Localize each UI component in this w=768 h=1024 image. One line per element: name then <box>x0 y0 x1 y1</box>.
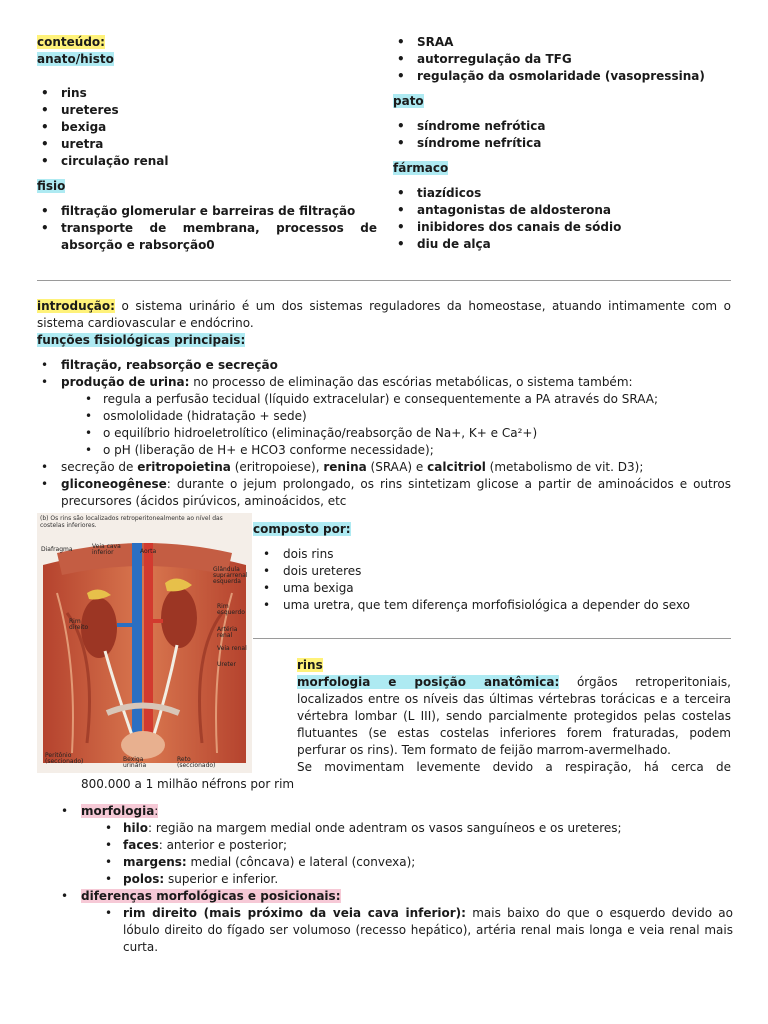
list-item: • uretra <box>37 136 377 153</box>
sublist-item <box>103 837 733 854</box>
rins-morfologia-text: órgãos retroperitoniais, localizados entre os níveis das últimas vértebras torácicas e a terceira vértebra lombar (L III), sendo parcialmente protegidos pelas costelas flutuantes (se estas costelas inferiores forem fraturadas, podem perfurar os rins). Tem formato de feijão marrom-avermelhado. <box>297 675 731 757</box>
diferencas-heading: diferenças morfológicas e posicionais: <box>81 889 341 903</box>
list-item <box>37 459 731 476</box>
funcoes-list <box>37 357 731 510</box>
sublist-item: • osmololidade (hidratação + sede) <box>83 408 731 425</box>
intro-text: o sistema urinário é um dos sistemas reguladores da homeostase, atuando intimamente com o sistema cardiovascular e endócrino. <box>37 299 731 330</box>
rins-heading: rins <box>297 658 323 672</box>
urine-sublist <box>83 391 731 459</box>
item-label: produção de urina: <box>61 375 190 389</box>
item-text: secreção de <box>61 460 138 474</box>
sublist-item: • o pH (liberação de H+ e HCO3 conforme necessidade); <box>83 442 731 459</box>
composto-heading: composto por: <box>253 522 351 536</box>
list-item: • autorregulação da TFG <box>393 51 733 68</box>
farmaco-list <box>393 185 733 253</box>
rins-morfologia-label: morfologia e posição anatômica: <box>297 675 560 689</box>
fisio-continued-list <box>393 34 733 85</box>
item-label: polos: <box>123 872 165 886</box>
diferencas-sublist <box>103 905 733 956</box>
rins-morfologia-paragraph <box>297 674 731 759</box>
morfologia-list <box>57 803 733 956</box>
label-reto: Reto (seccionado) <box>177 756 216 769</box>
list-item: • uma uretra, que tem diferença morfofisiológica a depender do sexo <box>259 597 733 614</box>
section-divider <box>37 280 731 281</box>
item-text: filtração, reabsorção e secreção <box>61 358 278 372</box>
list-item: • dois rins <box>259 546 733 563</box>
list-item: • dois ureteres <box>259 563 733 580</box>
label-diafragma: Diafragma <box>41 546 73 553</box>
list-item: • ureteres <box>37 102 377 119</box>
list-item: • rins <box>37 85 377 102</box>
composto-section <box>253 521 733 614</box>
item-text: (SRAA) e <box>366 460 428 474</box>
list-item: • bexiga <box>37 119 377 136</box>
item-label: rim direito (mais próximo da veia cava inferior): <box>123 906 466 920</box>
pato-heading: pato <box>393 94 424 108</box>
morfologia-section <box>57 803 733 956</box>
pato-list <box>393 118 733 152</box>
label-veia-renal: Veia renal <box>217 645 247 652</box>
kidney-anatomy-figure <box>37 513 252 773</box>
item-label: hilo <box>123 821 149 835</box>
item-text: no processo de eliminação das escórias metabólicas, o sistema também: <box>189 375 633 389</box>
section-divider <box>253 638 731 639</box>
list-item: • regulação da osmolaridade (vasopressina) <box>393 68 733 85</box>
list-item: • filtração glomerular e barreiras de filtração <box>37 203 377 220</box>
list-item <box>57 888 733 956</box>
list-item <box>57 803 733 888</box>
label-ureter: Ureter <box>217 661 236 668</box>
sublist-item: • regula a perfusão tecidual (líquido extracelular) e consequentemente a PA através do SRAA; <box>83 391 731 408</box>
item-text: : anterior e posterior; <box>158 838 288 852</box>
item-text: renina <box>323 460 367 474</box>
figure-caption: (b) Os rins são localizados retroperitonealmente ao nível das costelas inferiores. <box>40 515 223 529</box>
item-text: : durante o jejum prolongado, os rins sintetizam glicose a partir de aminoácidos e outros precursores (ácidos pirúvicos, aminoácidos, etc <box>61 477 731 508</box>
nefrons-text: 800.000 a 1 milhão néfrons por rim <box>81 777 295 791</box>
sublist-item <box>103 854 733 871</box>
list-item <box>37 357 731 374</box>
label-glandula: Glândula suprarrenal esquerda <box>213 566 248 585</box>
list-item: • síndrome nefrítica <box>393 135 733 152</box>
label-bexiga: Bexiga urinária <box>123 756 147 769</box>
item-text: mais baixo do que o esquerdo devido ao lóbulo direito do fígado ser volumoso (recesso hepático), artéria renal mais longa e veia renal mais curta. <box>123 906 734 954</box>
sublist-item <box>103 905 733 956</box>
list-item: • tiazídicos <box>393 185 733 202</box>
composto-list <box>259 546 733 614</box>
list-item: • transporte de membrana, processos de absorção e rabsorção0 <box>37 220 377 254</box>
list-item: • inibidores dos canais de sódio <box>393 219 733 236</box>
label-peritonio: Peritônio (seccionado) <box>45 752 84 765</box>
contents-left-column <box>37 34 377 254</box>
list-item: • síndrome nefrótica <box>393 118 733 135</box>
list-item <box>37 374 731 459</box>
intro-section <box>37 298 731 510</box>
item-text: eritropoietina <box>137 460 231 474</box>
fisio-heading: fisio <box>37 179 66 193</box>
label-rim-direito: Rim direito <box>69 618 89 631</box>
anato-list <box>37 85 377 170</box>
sublist-item: • o equilíbrio hidroeletrolítico (eliminação/reabsorção de Na+, K+ e Ca²+) <box>83 425 731 442</box>
item-label: faces <box>123 838 159 852</box>
item-text: (eritropoiese), <box>230 460 324 474</box>
item-text: superior e inferior. <box>164 872 279 886</box>
label-veia-cava: Veia cava inferior <box>92 543 121 556</box>
funcoes-heading: funções fisiológicas principais: <box>37 333 246 347</box>
label-arteria-renal: Artéria renal <box>217 626 238 639</box>
list-item: • uma bexiga <box>259 580 733 597</box>
sublist-item <box>103 871 733 888</box>
morfologia-heading: morfologia <box>81 804 155 818</box>
intro-paragraph <box>37 298 731 332</box>
contents-right-column <box>393 34 733 253</box>
fisio-list <box>37 203 377 254</box>
list-item: • SRAA <box>393 34 733 51</box>
item-label: gliconeogênese <box>61 477 167 491</box>
list-item: • antagonistas de aldosterona <box>393 202 733 219</box>
intro-label: introdução: <box>37 299 115 313</box>
rins-section <box>297 657 731 776</box>
list-item: • diu de alça <box>393 236 733 253</box>
anato-heading: anato/histo <box>37 52 114 66</box>
item-label: margens: <box>123 855 187 869</box>
label-rim-esquerdo: Rim esquerdo <box>217 603 245 616</box>
sublist-item <box>103 820 733 837</box>
morfologia-colon: : <box>154 804 159 818</box>
list-item: • circulação renal <box>37 153 377 170</box>
farmaco-heading: fármaco <box>393 161 449 175</box>
item-text: : região na margem medial onde adentram os vasos sanguíneos e os ureteres; <box>148 821 622 835</box>
item-text: medial (côncava) e lateral (convexa); <box>186 855 416 869</box>
item-text: calcitriol <box>427 460 486 474</box>
left-kidney-shape <box>161 588 197 648</box>
conteudo-heading: conteúdo: <box>37 35 105 49</box>
list-item <box>37 476 731 510</box>
rins-move-text: Se movimentam levemente devido a respiração, há cerca de <box>297 760 731 774</box>
label-aorta: Aorta <box>140 548 157 555</box>
item-text: (metabolismo de vit. D3); <box>485 460 644 474</box>
morfologia-sublist <box>103 820 733 888</box>
